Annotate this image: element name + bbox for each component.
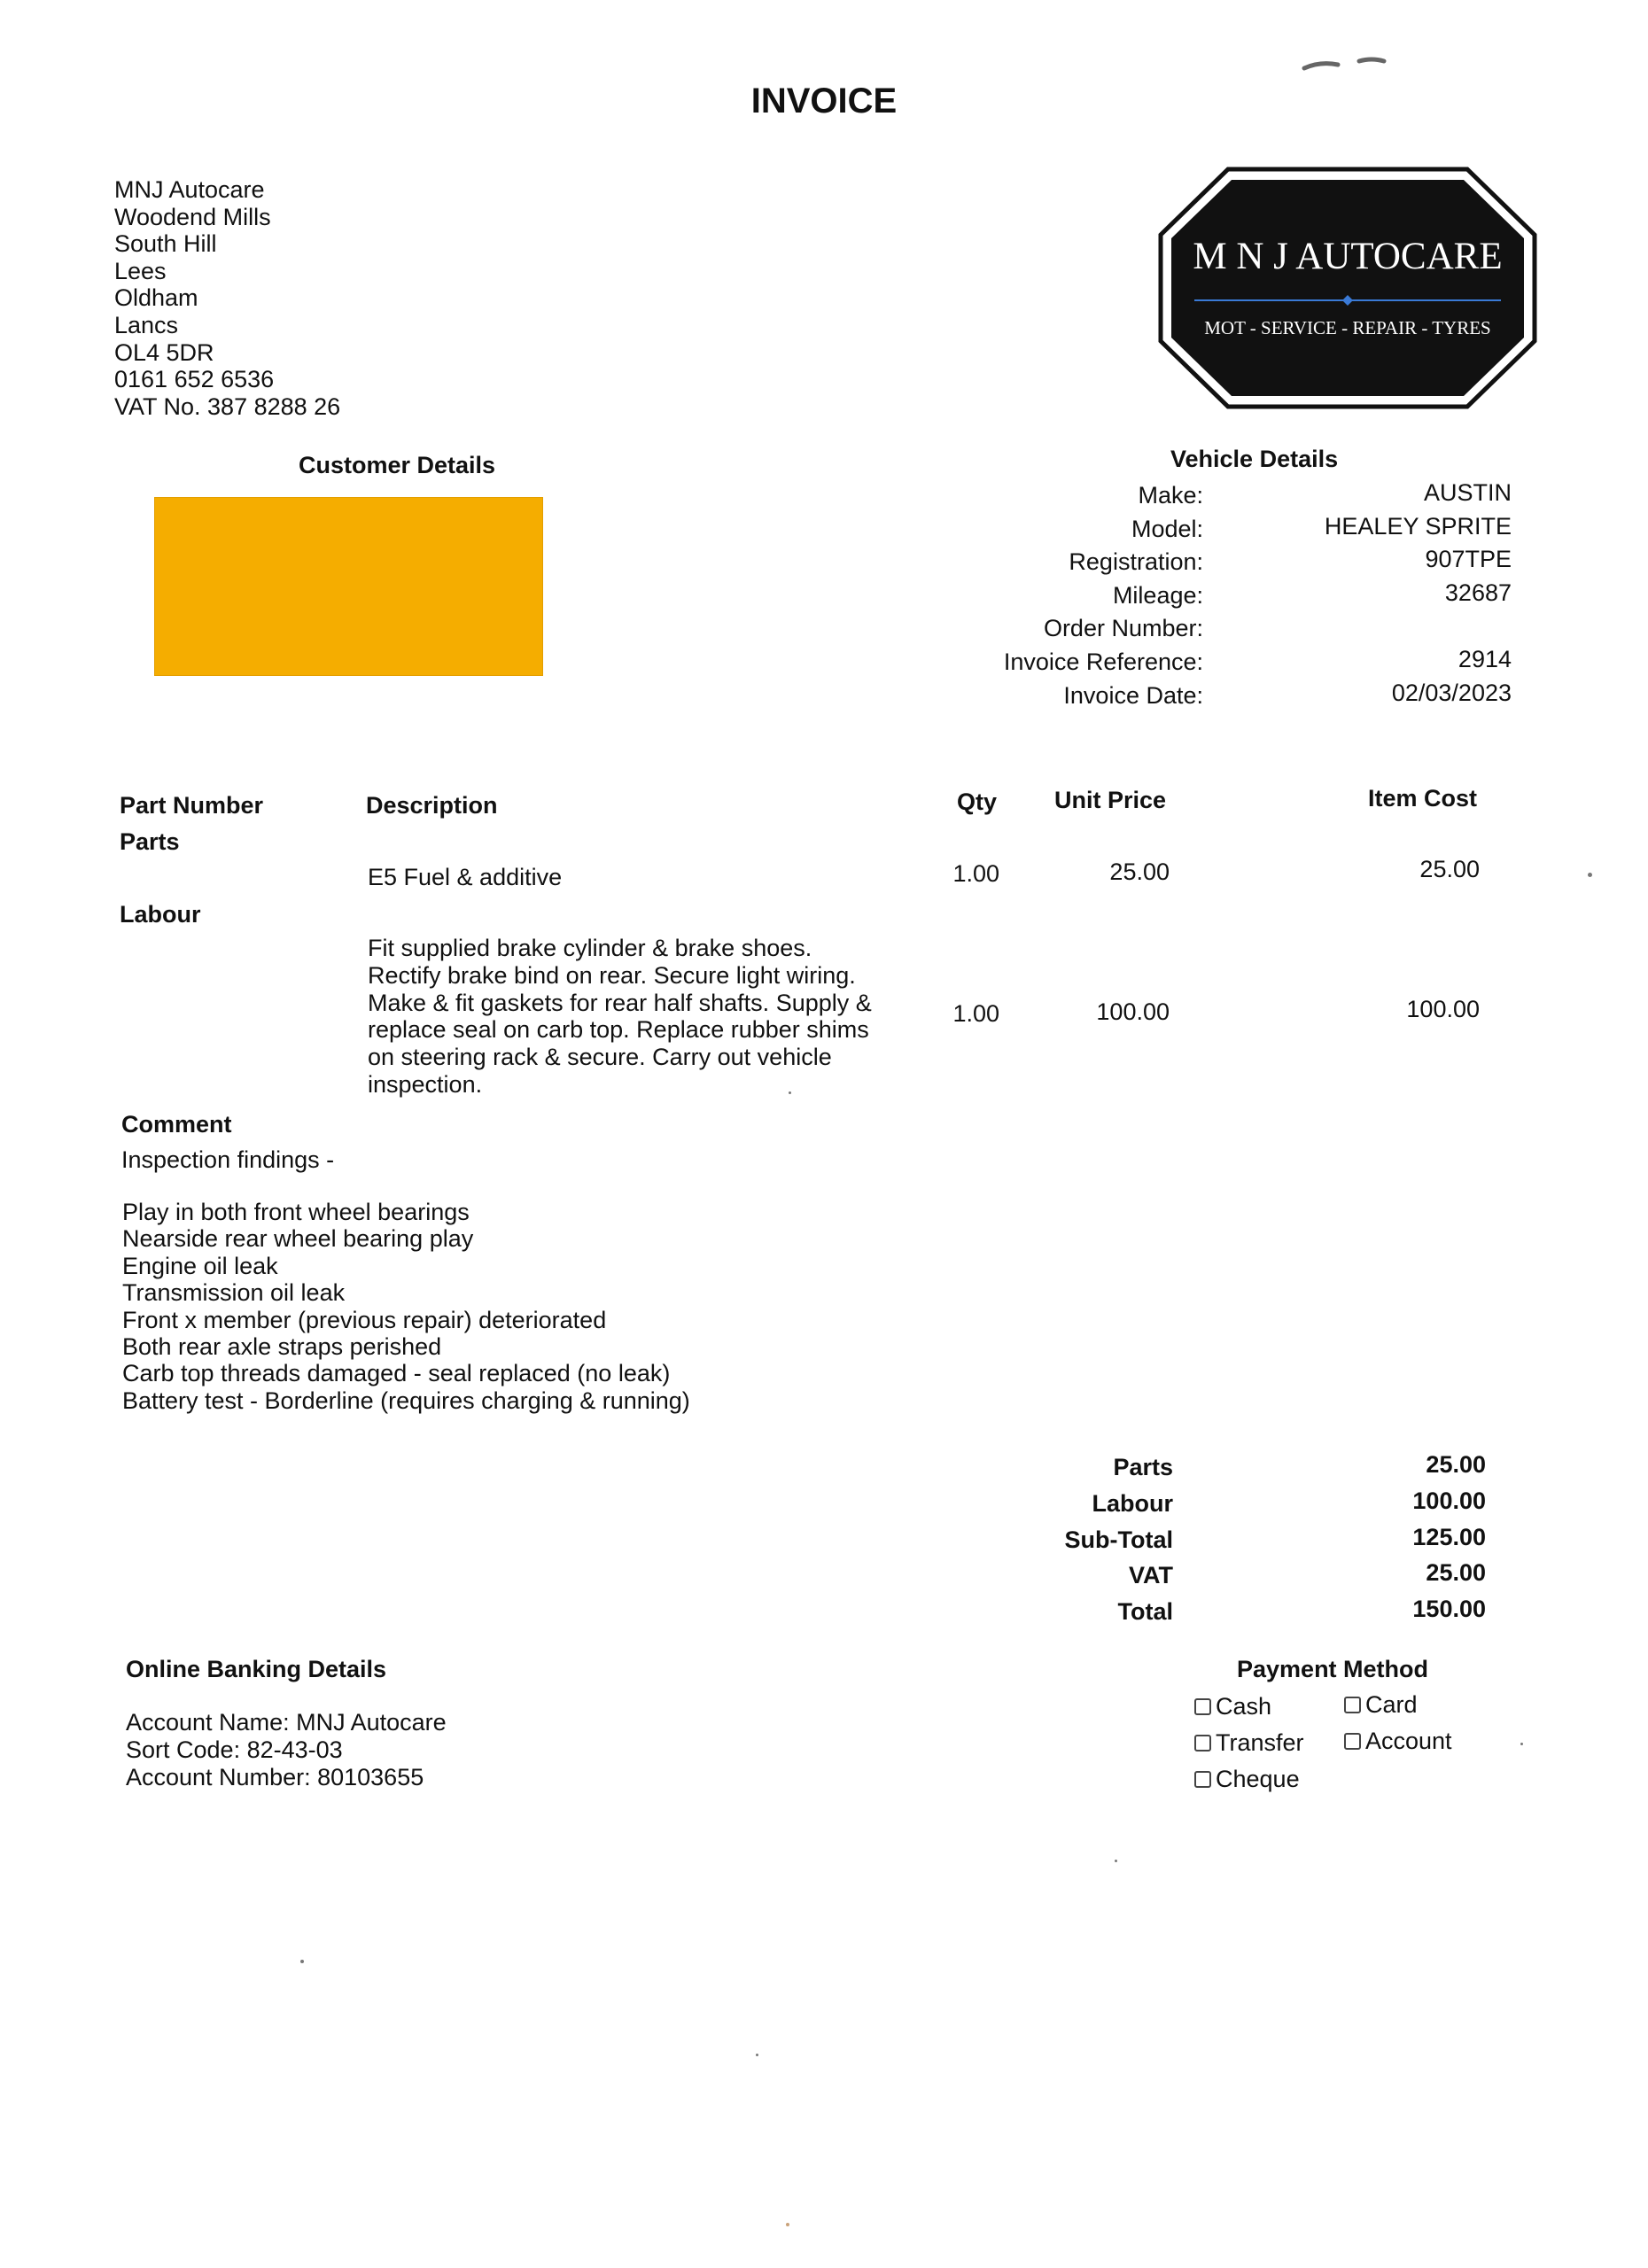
- finding-item: Nearside rear wheel bearing play: [122, 1225, 474, 1253]
- labour-section-label: Labour: [120, 901, 201, 928]
- finding-item: Both rear axle straps perished: [122, 1333, 442, 1361]
- scan-speck: [300, 1960, 304, 1963]
- mileage-value: 32687: [1444, 579, 1512, 606]
- parts-section-label: Parts: [120, 828, 180, 855]
- invoice-title: INVOICE: [750, 82, 898, 120]
- payment-option-label: Account: [1365, 1728, 1452, 1754]
- finding-item: Battery test - Borderline (requires charging & running): [122, 1386, 690, 1414]
- totals-labels: [975, 1449, 1173, 1630]
- part-item-cost: 25.00: [1419, 856, 1480, 882]
- item-cost-header: Item Cost: [1368, 785, 1478, 812]
- vehicle-details-heading: Vehicle Details: [1170, 446, 1339, 472]
- labour-description: [368, 935, 890, 1099]
- labour-qty: 1.00: [952, 1000, 999, 1027]
- payment-option-label: Cheque: [1216, 1766, 1300, 1792]
- finding-item: Carb top threads damaged - seal replaced (no leak): [122, 1360, 671, 1387]
- order-number-label: Order Number:: [1043, 615, 1203, 642]
- checkbox-icon[interactable]: [1344, 1733, 1361, 1750]
- banking-details: [126, 1709, 447, 1791]
- address-line: Lees: [114, 257, 167, 284]
- account-number: Account Number: 80103655: [126, 1764, 424, 1790]
- scan-mark: [1294, 49, 1418, 75]
- vat-label: VAT: [1129, 1562, 1173, 1589]
- parts-total-label: Parts: [1113, 1454, 1173, 1480]
- payment-option-label: Cash: [1216, 1693, 1272, 1720]
- account-name: Account Name: MNJ Autocare: [126, 1709, 447, 1736]
- finding-item: Play in both front wheel bearings: [122, 1199, 470, 1225]
- checkbox-icon[interactable]: [1194, 1771, 1211, 1788]
- vehicle-labels: [930, 479, 1203, 712]
- banking-heading: Online Banking Details: [126, 1656, 387, 1682]
- vat-value: 25.00: [1426, 1559, 1486, 1587]
- customer-redaction: [154, 497, 543, 676]
- labour-description-line: replace seal on carb top. Replace rubber shims: [368, 1016, 869, 1044]
- invoice-reference-label: Invoice Reference:: [1003, 648, 1203, 675]
- comment-heading: Comment: [121, 1111, 232, 1138]
- address-line: OL4 5DR: [114, 338, 214, 366]
- qty-header: Qty: [957, 788, 998, 815]
- vehicle-values: [1223, 477, 1512, 710]
- finding-item: Engine oil leak: [122, 1252, 278, 1279]
- part-description: E5 Fuel & additive: [368, 864, 563, 890]
- totals-values: [1311, 1447, 1486, 1627]
- make-label: Make:: [1138, 482, 1203, 509]
- labour-description-line: on steering rack & secure. Carry out vehicle: [368, 1044, 832, 1071]
- make-value: AUSTIN: [1423, 479, 1512, 506]
- vat-number: VAT No. 387 8288 26: [114, 392, 341, 420]
- labour-description-line: inspection.: [368, 1070, 483, 1098]
- subtotal-label: Sub-Total: [1064, 1526, 1173, 1553]
- part-qty: 1.00: [952, 860, 999, 887]
- payment-option-cheque[interactable]: [1194, 1766, 1300, 1793]
- address-line: South Hill: [114, 230, 217, 258]
- scan-speck: [786, 2223, 789, 2226]
- model-label: Model:: [1131, 515, 1203, 542]
- payment-option-card[interactable]: [1344, 1691, 1418, 1719]
- description-header: Description: [366, 792, 498, 819]
- grand-total-value: 150.00: [1412, 1596, 1486, 1623]
- parts-total-value: 25.00: [1426, 1451, 1486, 1478]
- registration-value: 907TPE: [1425, 546, 1512, 573]
- labour-item-cost: 100.00: [1406, 996, 1480, 1022]
- labour-description-line: Fit supplied brake cylinder & brake shoes.: [368, 935, 812, 961]
- payment-method-heading: Payment Method: [1237, 1656, 1429, 1682]
- address-line: Lancs: [114, 311, 179, 338]
- subtotal-value: 125.00: [1412, 1523, 1486, 1550]
- order-number-value: [1223, 610, 1512, 643]
- labour-unit-price: 100.00: [1096, 998, 1170, 1025]
- payment-option-label: Card: [1365, 1691, 1418, 1718]
- part-unit-price: 25.00: [1109, 858, 1170, 885]
- payment-option-cash[interactable]: [1194, 1693, 1271, 1720]
- labour-description-line: Make & fit gaskets for rear half shafts. Supply &: [368, 989, 872, 1016]
- model-value: HEALEY SPRITE: [1324, 512, 1512, 540]
- inspection-findings-list: [122, 1199, 690, 1414]
- checkbox-icon[interactable]: [1344, 1697, 1361, 1713]
- payment-option-label: Transfer: [1216, 1729, 1304, 1756]
- payment-option-transfer[interactable]: [1194, 1729, 1304, 1757]
- phone-number: 0161 652 6536: [114, 366, 275, 393]
- payment-option-account[interactable]: [1344, 1728, 1452, 1755]
- scan-speck: [1588, 873, 1592, 877]
- company-logo: [1157, 166, 1538, 410]
- checkbox-icon[interactable]: [1194, 1735, 1211, 1751]
- sort-code: Sort Code: 82-43-03: [126, 1736, 343, 1763]
- labour-description-line: Rectify brake bind on rear. Secure light wiring.: [368, 961, 856, 989]
- checkbox-icon[interactable]: [1194, 1698, 1211, 1715]
- address-line: MNJ Autocare: [114, 176, 265, 203]
- finding-item: Front x member (previous repair) deteriorated: [122, 1306, 607, 1333]
- logo-tagline: MOT - SERVICE - REPAIR - TYRES: [1204, 317, 1491, 338]
- registration-label: Registration:: [1069, 548, 1203, 576]
- labour-total-value: 100.00: [1412, 1487, 1486, 1514]
- finding-item: Transmission oil leak: [122, 1279, 346, 1307]
- labour-total-label: Labour: [1092, 1489, 1173, 1517]
- unit-price-header: Unit Price: [1054, 787, 1167, 813]
- scan-speck: [789, 1091, 791, 1094]
- address-line: Woodend Mills: [114, 203, 271, 230]
- customer-details-heading: Customer Details: [299, 452, 496, 478]
- grand-total-label: Total: [1117, 1598, 1173, 1626]
- company-address: [114, 176, 340, 420]
- part-number-header: Part Number: [120, 792, 264, 819]
- invoice-date-value: 02/03/2023: [1391, 679, 1512, 706]
- scan-speck: [1115, 1860, 1117, 1862]
- logo-name: M N J AUTOCARE: [1193, 236, 1503, 277]
- comment-intro: Inspection findings -: [121, 1146, 335, 1173]
- invoice-date-label: Invoice Date:: [1063, 681, 1203, 709]
- invoice-reference-value: 2914: [1458, 645, 1512, 672]
- address-line: Oldham: [114, 284, 198, 312]
- mileage-label: Mileage:: [1112, 581, 1203, 609]
- scan-speck: [756, 2054, 758, 2056]
- scan-speck: [1520, 1743, 1523, 1745]
